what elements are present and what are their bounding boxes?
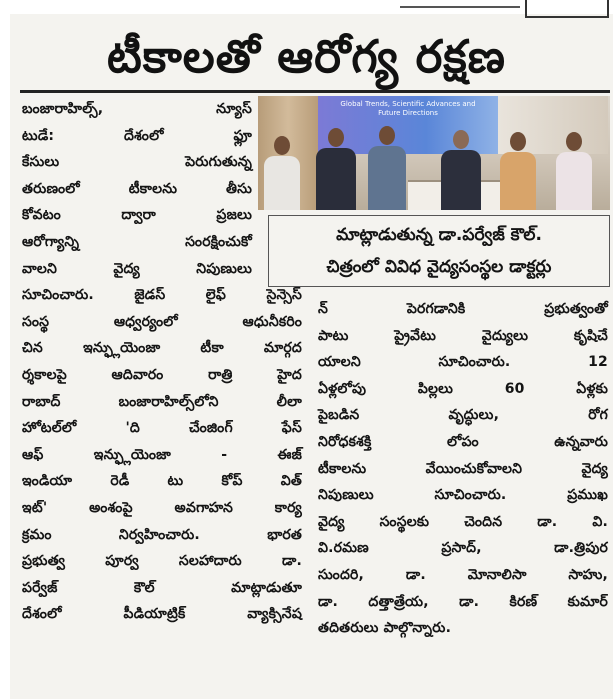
left-column-top-block [22,96,252,282]
article-line: తరుణంలో టీకాలను తీసు [22,180,252,197]
article-line: ఆరోగ్యాన్ని సంరక్షించుకో [22,233,252,250]
article-line: తదితరులు పాల్గొన్నారు. [318,620,452,637]
panelist-figure [262,130,302,210]
article-line: సుందరి, డా. మోనాలిసా సాహు, [318,566,608,583]
panelist-figure [314,124,358,210]
photo-caption-line: మాట్లాడుతున్న డా.పర్వేజ్ కౌల్. [336,225,542,245]
article-line: వైద్య సంస్థలకు చెందిన డా. వి. [318,513,608,530]
panelist-body [500,152,536,210]
panelist-figure [498,128,538,210]
panelist-head [566,132,582,151]
panelist-body [368,146,406,210]
panelist-head [510,132,526,151]
previous-article-edge [400,0,520,8]
article-line: న్ పెరగడానికి ప్రభుత్వంతో [318,301,608,317]
banner-text-line: Global Trends, Scientific Advances and [340,100,476,108]
banner-text-line: Future Directions [378,109,438,117]
panelist-figure [554,128,594,210]
article-line: పైబడిన వృద్ధులు, రోగ [318,407,608,424]
article-line: సంస్థ ఆధ్వర్యంలో ఆధునీకరిం [22,313,302,330]
panelist-head [328,128,344,147]
article-line: ఇండియా రెడీ టు కోప్ విత్ [22,473,302,490]
article-line: పర్వేజ్ కౌల్ మాట్లాడుతూ [22,579,302,596]
article-line: ప్రభుత్వ పూర్వ సలహాదారు డా. [22,553,302,570]
article-line: డా. దత్తాత్రేయ, డా. కిరణ్ కుమార్ [318,593,608,610]
panelist-body [441,150,481,210]
article-line: నిపుణులు సూచించారు. ప్రముఖ [318,487,608,504]
article-line: టీకాలను వేయించుకోవాలని వైద్య [318,460,608,477]
article-line: టుడే: దేశంలో ఫ్లూ [22,127,252,144]
article-right-column [318,296,608,642]
panelist-head [274,136,290,155]
article-line: చిన ఇన్ఫ్లుయెంజా టీకా మార్గద [22,340,302,357]
panelist-head [453,130,469,149]
article-line: వి.రమణ ప్రసాద్, డా.త్రిపుర [318,540,608,557]
panelist-body [316,148,356,210]
article-line: ఏళ్లలోపు పిల్లలు 60 ఏళ్లకు [318,380,608,397]
article-line: హోటల్‌లో 'ది చేంజింగ్ ఫేస్ [22,420,302,437]
article-line: వాలని వైద్య నిపుణులు [22,260,252,277]
article-line: ఇట్' అంశంపై అవగాహన కార్య [22,499,302,516]
event-photo [258,96,610,210]
panelist-body [264,156,300,210]
article-line: సూచించారు. జైడస్ లైఫ్ సైన్సెస్ [22,287,302,304]
article-line: కేసులు పెరుగుతున్న [22,154,252,171]
article-line: దేశంలో పీడియాట్రిక్ వ్యాక్సినేష [22,606,302,623]
panelist-body [556,152,592,210]
article-line: రాబాద్ బంజారాహిల్స్‌లోని లీలా [22,393,302,410]
headline: టీకాలతో ఆరోగ్య రక్షణ [107,30,506,83]
article-line: కోవటం ద్వారా ప్రజలు [22,207,252,224]
article-line: పాటు ప్రైవేటు వైద్యులు కృషిచే [318,327,608,344]
photo-caption-line: చిత్రంలో వివిధ వైద్యసంస్థల డాక్టర్లు [326,257,552,277]
previous-article-box-edge [525,0,609,18]
photo-caption-box [268,215,610,287]
article-line: ర్శకాలపై ఆదివారం రాత్రి హైద [22,366,302,383]
page-edge-left [0,0,10,699]
panelist-head [379,126,395,145]
article-line: క్రమం నిర్వహించారు. భారత [22,526,302,543]
panelist-figure [366,122,408,210]
headline-rule [20,90,610,93]
page-edge-top [0,0,613,14]
panelist-figure [438,126,484,210]
article-line: ఆఫ్ ఇన్ఫ్లుయెంజా - ఈజ్ [22,446,302,463]
article-line: నిరోధకశక్తి లోపం ఉన్నవారు [318,433,608,450]
article-line: బంజారాహిల్స్, న్యూస్ [22,101,252,117]
article-line: యాలని సూచించారు. 12 [318,354,608,371]
